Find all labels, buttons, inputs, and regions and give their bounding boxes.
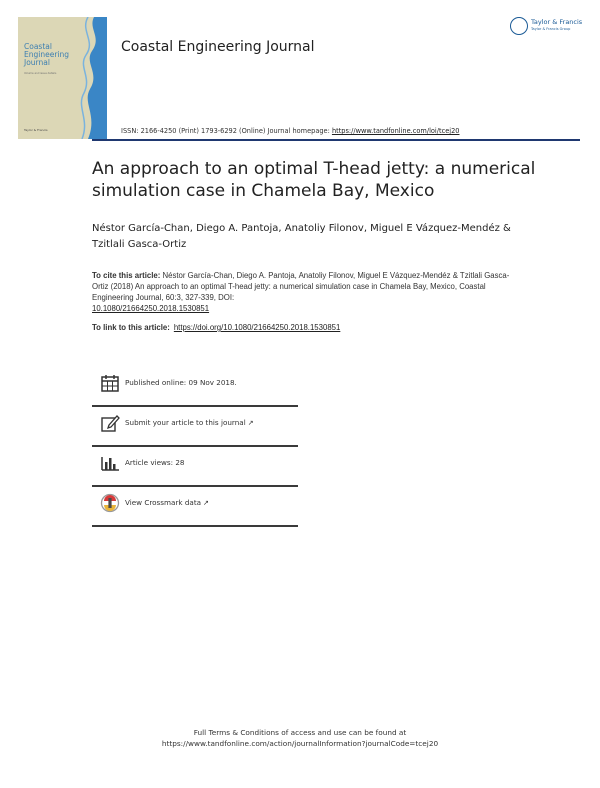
article-link-label: To link to this article: [92, 323, 170, 332]
publisher-logo-tagline: Taylor & Francis Group [531, 27, 571, 31]
crossmark-label: View Crossmark data [125, 498, 202, 507]
article-authors: Néstor García-Chan, Diego A. Pantoja, Anatoliy Filonov, Miguel E Vázquez-Mendéz & Tzitlali Gasca-Ortiz [92, 223, 511, 250]
journal-cover[interactable] [18, 17, 107, 139]
article-views-text: Article views: 28 [125, 458, 185, 467]
citation-label: To cite this article: [92, 271, 161, 280]
crossmark-row[interactable] [92, 487, 298, 527]
footer [0, 727, 600, 749]
article-link-block [92, 323, 340, 332]
journal-homepage-link[interactable]: https://www.tandfonline.com/loi/tcej20 [331, 127, 460, 135]
article-title: An approach to an optimal T-head jetty: a numerical simulation case in Chamela Bay, Mexico [92, 159, 536, 201]
published-online-text: Published online: 09 Nov 2018. [125, 378, 237, 387]
cover-publisher: Taylor & Francis [24, 128, 48, 132]
cover-wave-graphic [18, 17, 107, 139]
citation-block [92, 270, 512, 314]
journal-title[interactable]: Coastal Engineering Journal [121, 39, 315, 55]
info-divider [92, 525, 298, 527]
external-link-icon: ↗ [247, 419, 254, 427]
cover-subtitle: Volume and issue details [24, 72, 57, 75]
submit-article-link[interactable] [125, 418, 254, 427]
submit-article-label: Submit your article to this journal [125, 418, 246, 427]
publisher-logo-icon [510, 17, 528, 35]
calendar-icon [100, 373, 120, 393]
issn-text: ISSN: 2166-4250 (Print) 1793-6292 (Online) Journal homepage: [121, 127, 332, 135]
citation-doi-link[interactable]: 10.1080/21664250.2018.1530851 [92, 304, 210, 313]
crossmark-link[interactable] [125, 498, 209, 507]
article-doi-link[interactable]: https://doi.org/10.1080/21664250.2018.1530851 [173, 323, 341, 332]
footer-terms-text: Full Terms & Conditions of access and use can be found at [193, 728, 407, 737]
external-link-icon: ↗ [203, 499, 209, 507]
crossmark-icon [100, 493, 120, 513]
submit-article-row[interactable] [92, 407, 298, 447]
header-divider [92, 139, 580, 141]
footer-terms-link[interactable]: https://www.tandfonline.com/action/journalInformation?journalCode=tcej20 [161, 739, 439, 748]
publisher-logo-name: Taylor & Francis [531, 18, 583, 26]
bar-chart-icon [100, 453, 120, 473]
published-online-row [92, 367, 298, 407]
edit-icon [100, 413, 120, 433]
cover-title: Coastal Engineering Journal [24, 42, 69, 67]
citation-text: Néstor García-Chan, Diego A. Pantoja, Anatoliy Filonov, Miguel E Vázquez-Mendéz & Tzitlali Gasca-Ortiz (2018) An approach to an optimal T-head jetty: a numerical simulation case in Chamela Bay, Mexico, Coastal Engineering Journal, 60:3, 327-339, DOI: [92, 271, 510, 302]
issn-line [121, 127, 459, 135]
publisher-logo[interactable] [510, 17, 582, 39]
article-views-row [92, 447, 298, 487]
